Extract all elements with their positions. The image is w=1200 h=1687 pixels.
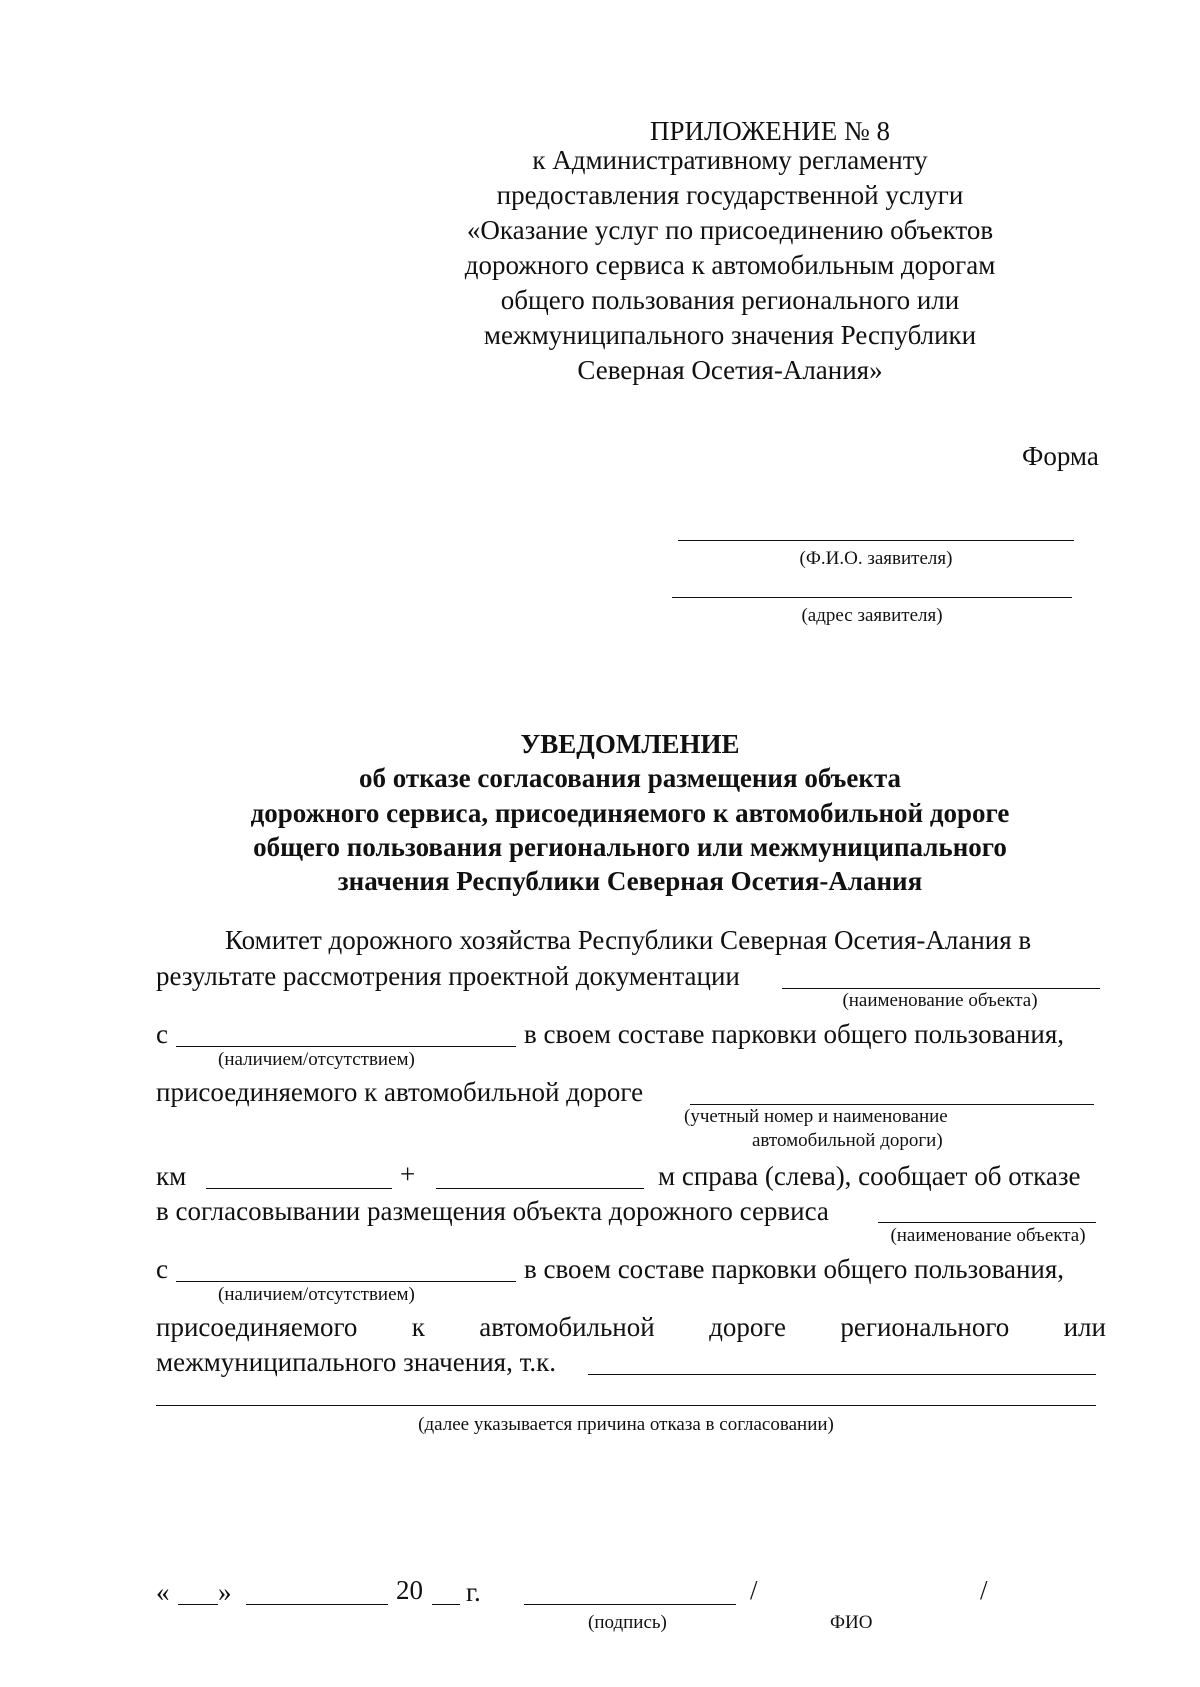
parking-text: в своем составе парковки общего пользования, (524, 1019, 1065, 1049)
appendix-line: Северная Осетия-Алания» (577, 355, 883, 385)
object-name-caption: (наименование объекта) (842, 990, 1038, 1011)
presence-caption: (наличием/отсутствием) (218, 1049, 415, 1070)
attached-road-text: присоединяемого к автомобильной дороге (156, 1077, 644, 1107)
appendix-title: ПРИЛОЖЕНИЕ № 8 (649, 116, 891, 146)
reason-field-1[interactable] (588, 1374, 1096, 1375)
km-label: км (156, 1161, 187, 1191)
slash-1: / (750, 1575, 758, 1605)
road-caption-line1: (учетный номер и наименование (684, 1106, 948, 1127)
justified-word: дороге (709, 1312, 787, 1342)
notice-title: УВЕДОМЛЕНИЕ (520, 729, 740, 759)
object-name-caption-2: (наименование объекта) (890, 1225, 1086, 1246)
appendix-line: общего пользования регионального или (500, 285, 960, 315)
service-object-field[interactable] (878, 1222, 1096, 1223)
meters-field[interactable] (436, 1188, 644, 1189)
year-prefix: 20 (396, 1575, 423, 1605)
justified-word: или (1063, 1312, 1106, 1342)
intermunicipal-text: межмуниципального значения, т.к. (156, 1347, 556, 1377)
notice-subtitle-line: об отказе согласования размещения объекта (358, 763, 902, 793)
right-left-text: м справа (слева), сообщает об отказе (658, 1161, 1081, 1191)
appendix-line: предоставления государственной услуги (496, 180, 964, 210)
presence-caption-2: (наличием/отсутствием) (218, 1284, 415, 1305)
fio-caption: ФИО (830, 1612, 873, 1633)
approval-text: в согласовывании размещения объекта дорожного сервиса (156, 1196, 829, 1226)
km-field[interactable] (206, 1188, 392, 1189)
year-suffix: г. (466, 1577, 481, 1607)
plus-sign: + (400, 1159, 416, 1189)
applicant-address-field[interactable] (672, 597, 1072, 598)
reason-field-2[interactable] (156, 1405, 1096, 1406)
signature-field[interactable] (524, 1604, 736, 1605)
signature-caption: (подпись) (588, 1612, 667, 1633)
appendix-line: к Административному регламенту (532, 145, 928, 175)
reason-caption: (далее указывается причина отказа в согласовании) (418, 1414, 834, 1435)
day-field[interactable] (178, 1604, 218, 1605)
with-prefix-2: с (156, 1254, 168, 1284)
notice-subtitle-line: дорожного сервиса, присоединяемого к автомобильной дороге (250, 798, 1010, 828)
road-caption-line2: автомобильной дороги) (752, 1130, 943, 1151)
justified-word: автомобильной (479, 1312, 655, 1342)
notice-subtitle-line: значения Республики Северная Осетия-Алания (337, 866, 923, 896)
year-field[interactable] (432, 1604, 460, 1605)
parking-presence-field[interactable] (176, 1046, 516, 1047)
notice-subtitle-line: общего пользования регионального или межмуниципального (253, 832, 1007, 862)
quote-close: » (218, 1577, 232, 1607)
applicant-address-caption: (адрес заявителя) (801, 605, 943, 626)
form-label: Форма (1022, 441, 1099, 471)
appendix-line: дорожного сервиса к автомобильным дорогам (464, 250, 996, 280)
appendix-line: межмуниципального значения Республики (483, 320, 977, 350)
applicant-name-field[interactable] (678, 540, 1074, 541)
justified-word: регионального (840, 1312, 1010, 1342)
quote-open: « (156, 1577, 170, 1607)
project-name-field[interactable] (782, 988, 1100, 989)
justified-word: присоединяемого (156, 1312, 358, 1342)
parking-presence-field-2[interactable] (176, 1281, 516, 1282)
road-field[interactable] (690, 1104, 1094, 1105)
applicant-name-caption: (Ф.И.О. заявителя) (799, 548, 953, 569)
with-prefix: с (156, 1019, 168, 1049)
month-field[interactable] (246, 1604, 388, 1605)
justified-word: к (411, 1312, 425, 1342)
body-line-review: результате рассмотрения проектной документации (156, 961, 740, 991)
appendix-line: «Оказание услуг по присоединению объектов (466, 215, 994, 245)
justified-road-line (156, 1311, 1106, 1343)
body-line-committee: Комитет дорожного хозяйства Республики Северная Осетия-Алания в (225, 925, 1032, 955)
parking-text-2: в своем составе парковки общего пользования, (524, 1254, 1065, 1284)
slash-2: / (980, 1575, 988, 1605)
